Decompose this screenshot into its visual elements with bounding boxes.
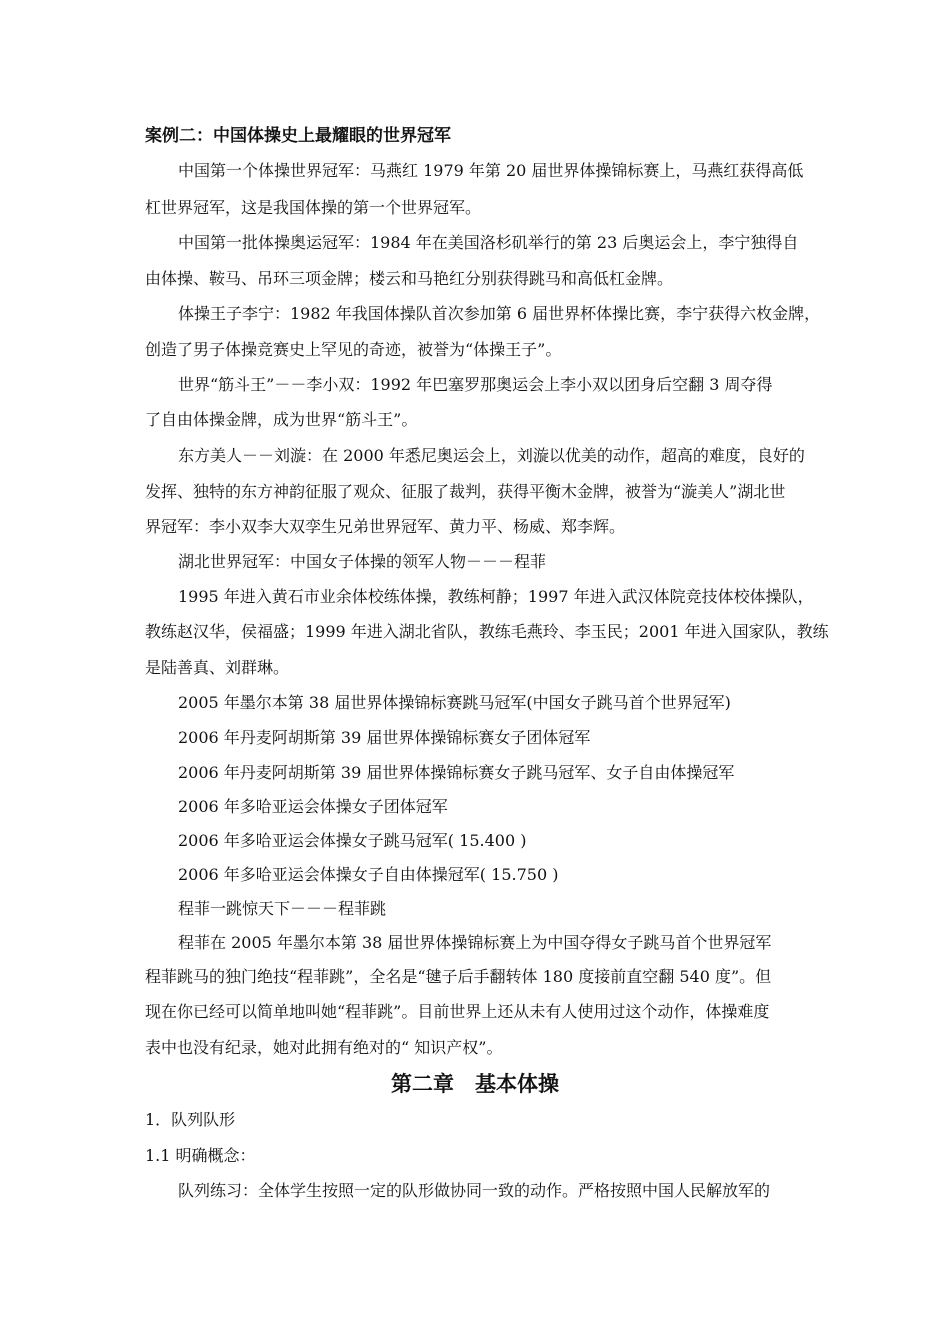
- text-line: 创造了男子体操竞赛史上罕见的奇迹，被誉为“体操王子”。: [145, 340, 562, 359]
- list-item: 2006 年多哈亚运会体操女子团体冠军: [178, 797, 448, 816]
- list-item: 2006 年丹麦阿胡斯第 39 届世界体操锦标赛女子团体冠军: [178, 728, 591, 747]
- text-line: 杠世界冠军，这是我国体操的第一个世界冠军。: [145, 198, 482, 217]
- text-line: 世界“筋斗王”－－李小双：1992 年巴塞罗那奥运会上李小双以团身后空翻 3 周夺得: [178, 375, 773, 394]
- text-line: 体操王子李宁：1982 年我国体操队首次参加第 6 届世界杯体操比赛，李宁获得六枚金牌，: [178, 304, 821, 323]
- text-line: 程菲在 2005 年墨尔本第 38 届世界体操锦标赛上为中国夺得女子跳马首个世界冠军: [178, 933, 772, 952]
- text-line: 现在你已经可以简单地叫她“程菲跳”。目前世界上还从未有人使用过这个动作，体操难度: [145, 1002, 770, 1021]
- text-line: 队列练习：全体学生按照一定的队形做协同一致的动作。严格按照中国人民解放军的: [178, 1181, 771, 1200]
- list-item: 2006 年多哈亚运会体操女子自由体操冠军( 15.750 ): [178, 865, 559, 884]
- text-line: 是陆善真、刘群琳。: [145, 658, 290, 677]
- text-line: 1995 年进入黄石市业余体校练体操，教练柯静；1997 年进入武汉体院竞技体校体操队，: [178, 587, 814, 606]
- chapter-title: 第二章 基本体操: [391, 1072, 559, 1096]
- text-line: 表中也没有纪录，她对此拥有绝对的“ 知识产权”。: [145, 1038, 503, 1057]
- text-line: 界冠军：李小双李大双孪生兄弟世界冠军、黄力平、杨威、郑李辉。: [145, 517, 626, 536]
- text-line: 发挥、独特的东方神韵征服了观众、征服了裁判，获得平衡木金牌，被誉为“漩美人”湖北世: [145, 482, 786, 501]
- section-heading: 1．队列队形: [145, 1110, 236, 1129]
- text-line: 湖北世界冠军：中国女子体操的领军人物－－－程菲: [178, 552, 547, 571]
- subsection-heading: 1.1 明确概念：: [145, 1146, 256, 1165]
- text-line: 程菲跳马的独门绝技“程菲跳”，全名是“毽子后手翻转体 180 度接前直空翻 540 度”。但: [145, 967, 772, 986]
- text-line: 教练赵汉华，侯福盛；1999 年进入湖北省队，教练毛燕玲、李玉民；2001 年进入国家队，教练: [145, 622, 829, 641]
- list-item: 2006 年丹麦阿胡斯第 39 届世界体操锦标赛女子跳马冠军、女子自由体操冠军: [178, 763, 735, 782]
- text-line: 中国第一个体操世界冠军：马燕红 1979 年第 20 届世界体操锦标赛上，马燕红获得高低: [178, 161, 804, 180]
- case-title: 案例二：中国体操史上最耀眼的世界冠军: [145, 126, 451, 146]
- text-line: 东方美人－－刘漩：在 2000 年悉尼奥运会上，刘漩以优美的动作，超高的难度，良好的: [178, 446, 805, 465]
- list-item: 2005 年墨尔本第 38 届世界体操锦标赛跳马冠军(中国女子跳马首个世界冠军): [178, 693, 731, 712]
- list-item: 2006 年多哈亚运会体操女子跳马冠军( 15.400 ): [178, 831, 527, 850]
- text-line: 了自由体操金牌，成为世界“筋斗王”。: [145, 410, 418, 429]
- text-line: 程菲一跳惊天下－－－程菲跳: [178, 899, 387, 918]
- text-line: 由体操、鞍马、吊环三项金牌；楼云和马艳红分别获得跳马和高低杠金牌。: [145, 269, 674, 288]
- text-line: 中国第一批体操奥运冠军：1984 年在美国洛杉矶举行的第 23 后奥运会上，李宁独得自: [178, 233, 799, 252]
